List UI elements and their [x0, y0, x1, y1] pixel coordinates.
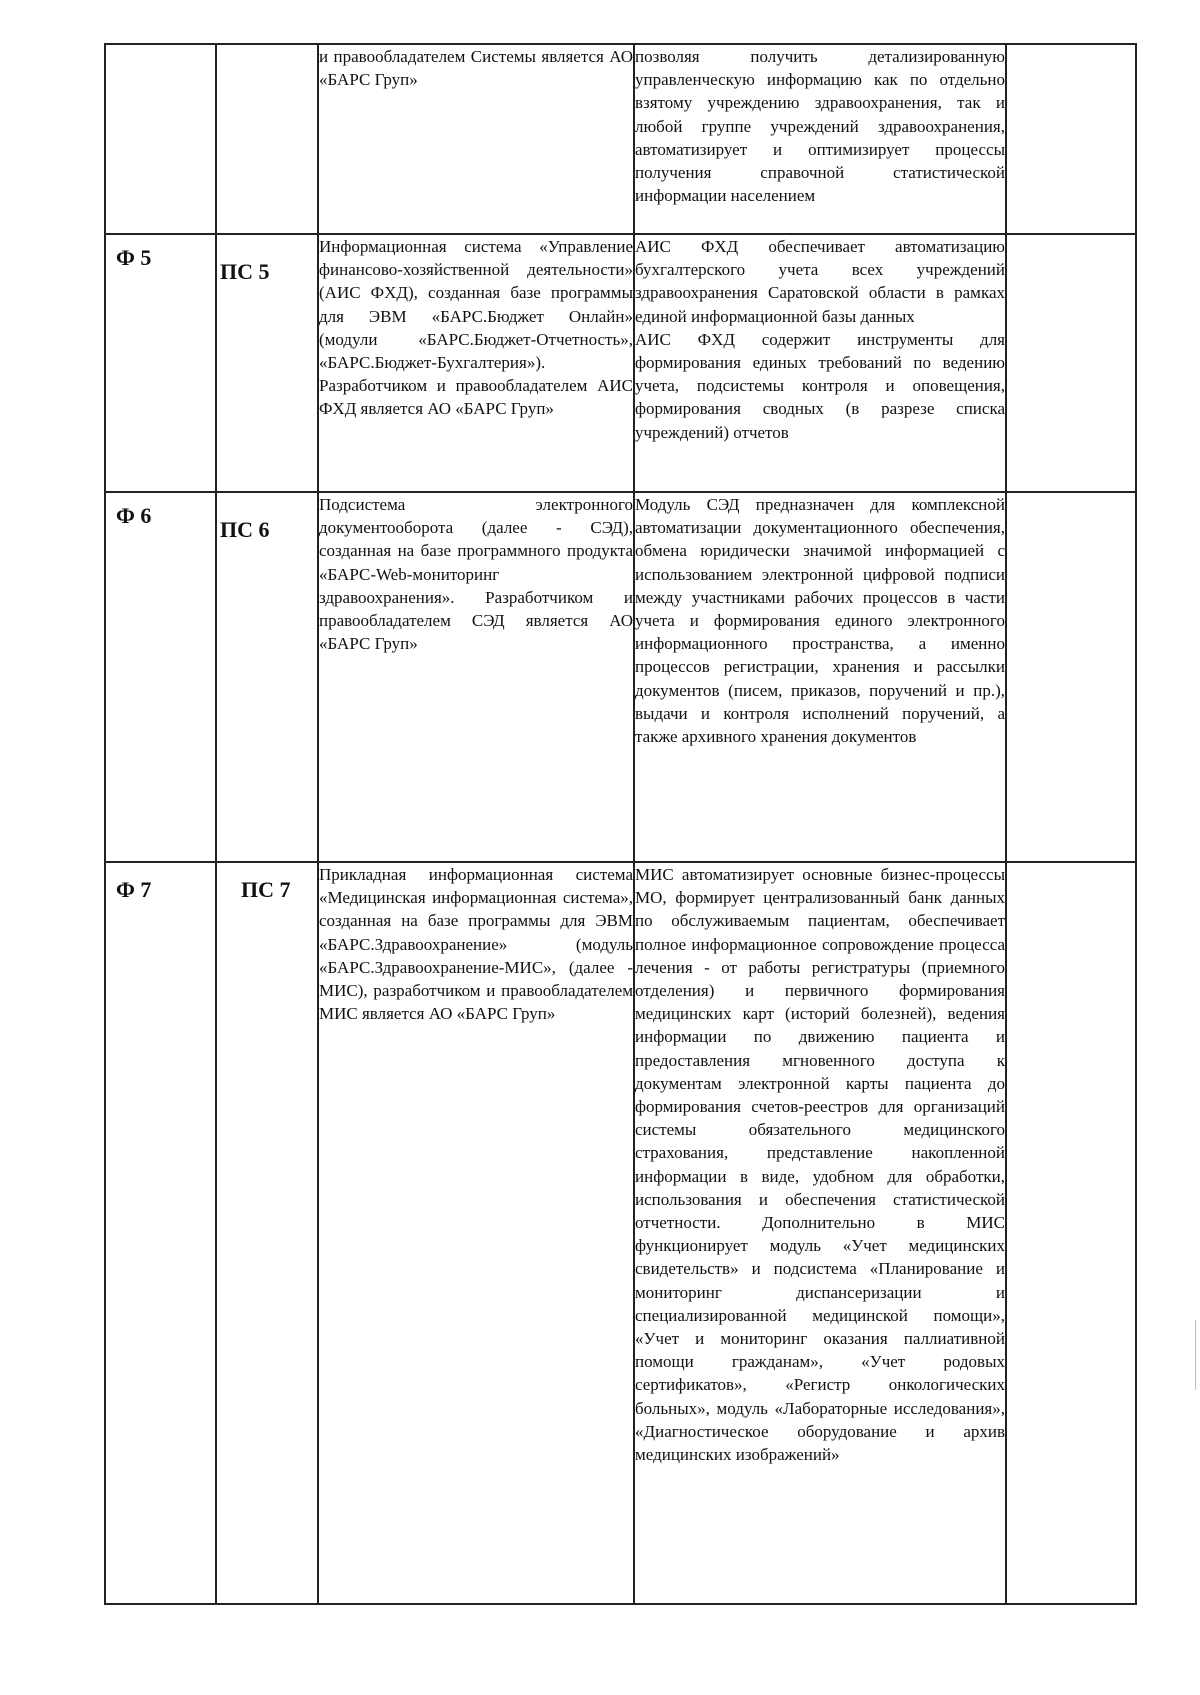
- system-cell: [318, 44, 634, 234]
- ps-code-cell: [216, 492, 318, 862]
- table-row: [105, 44, 1136, 234]
- system-text: и правообладателем Системы является АО «БАРС Груп»: [319, 47, 633, 90]
- extra-cell: [1006, 492, 1136, 862]
- f-code: Ф 5: [116, 245, 152, 270]
- table-row: [105, 862, 1136, 1604]
- ps-code-cell: [216, 862, 318, 1604]
- system-cell: [318, 234, 634, 492]
- extra-cell: [1006, 234, 1136, 492]
- scan-edge-mark: [1195, 1320, 1196, 1390]
- ps-code: ПС 7: [241, 877, 291, 902]
- description-text: АИС ФХД обеспечивает автоматизацию бухгалтерского учета всех учреждений здравоохранения Саратовской области в рамках единой информационной базы данных: [635, 237, 1005, 326]
- description-text: МИС автоматизирует основные бизнес-процессы МО, формирует централизованный банк данных по обслуживаемым пациентам, обеспечивает полное информационное сопровождение процесса лечения - от работы регистратуры (приемного отделения) и первичного формирования медицинских карт (историй болезней), ведения информации по движению пациента и предоставления мгновенного доступа к документам электронной карты пациента до формирования счетов-реестров для организаций системы обязательного медицинского страхования, представление накопленной информации в виде, удобном для обработки, использования и обеспечения статистической отчетности. Дополнительно в МИС функционирует модуль «Учет медицинских свидетельств» и подсистема «Планирование и мониторинг диспансеризации и специализированной медицинской помощи», «Учет и мониторинг оказания паллиативной помощи гражданам», «Учет родовых сертификатов», «Регистр онкологических больных», модуль «Лабораторные исследования», «Диагностическое оборудование и архив медицинских изображений»: [635, 865, 1005, 1465]
- description-cell: [634, 492, 1006, 862]
- ps-code-cell: [216, 44, 318, 234]
- ps-code: ПС 6: [220, 517, 270, 542]
- systems-table: [104, 43, 1137, 1605]
- description-cell: [634, 44, 1006, 234]
- f-code-cell: [105, 234, 216, 492]
- ps-code: ПС 5: [220, 259, 270, 284]
- description-cell: [634, 862, 1006, 1604]
- f-code-cell: [105, 44, 216, 234]
- system-text: Подсистема электронного документооборота (далее - СЭД), созданная на базе программного продукта «БАРС-Web-мониторинг здравоохранения». Разработчиком и правообладателем СЭД является АО «БАРС Груп»: [319, 495, 633, 654]
- system-text: Информационная система «Управление финансово-хозяйственной деятельности» (АИС ФХД), созданная базе программы для ЭВМ «БАРС.Бюджет Онлайн» (модули «БАРС.Бюджет-Отчетность», «БАРС.Бюджет-Бухгалтерия»). Разработчиком и правообладателем АИС ФХД является АО «БАРС Груп»: [319, 237, 633, 419]
- f-code-cell: [105, 862, 216, 1604]
- description-text-2: АИС ФХД содержит инструменты для формирования единых требований по ведению учета, подсистемы контроля и оповещения, формирования сводных (в разрезе списка учреждений) отчетов: [635, 329, 1005, 442]
- f-code: Ф 6: [116, 503, 152, 528]
- ps-code-cell: [216, 234, 318, 492]
- system-cell: [318, 862, 634, 1604]
- system-text: Прикладная информационная система «Медицинская информационная система», созданная на базе программы для ЭВМ «БАРС.Здравоохранение» (модуль «БАРС.Здравоохранение-МИС», (далее - МИС), разработчиком и правообладателем МИС является АО «БАРС Груп»: [319, 865, 633, 1024]
- table-row: [105, 492, 1136, 862]
- table-row: [105, 234, 1136, 492]
- description-text: Модуль СЭД предназначен для комплексной автоматизации документационного обеспечения, обмена юридически значимой информацией с использованием электронной цифровой подписи между участниками рабочих процессов в части учета и формирования единого электронного информационного пространства, а именно процессов регистрации, хранения и рассылки документов (писем, приказов, поручений и пр.), выдачи и контроля исполнений поручений, а также архивного хранения документов: [635, 495, 1005, 747]
- description-cell: [634, 234, 1006, 492]
- description-text: позволяя получить детализированную управленческую информацию как по отдельно взятому учреждению здравоохранения, так и любой группе учреждений здравоохранения, автоматизирует и оптимизирует процессы получения справочной статистической информации населением: [635, 47, 1005, 206]
- f-code: Ф 7: [116, 877, 152, 902]
- extra-cell: [1006, 44, 1136, 234]
- extra-cell: [1006, 862, 1136, 1604]
- system-cell: [318, 492, 634, 862]
- f-code-cell: [105, 492, 216, 862]
